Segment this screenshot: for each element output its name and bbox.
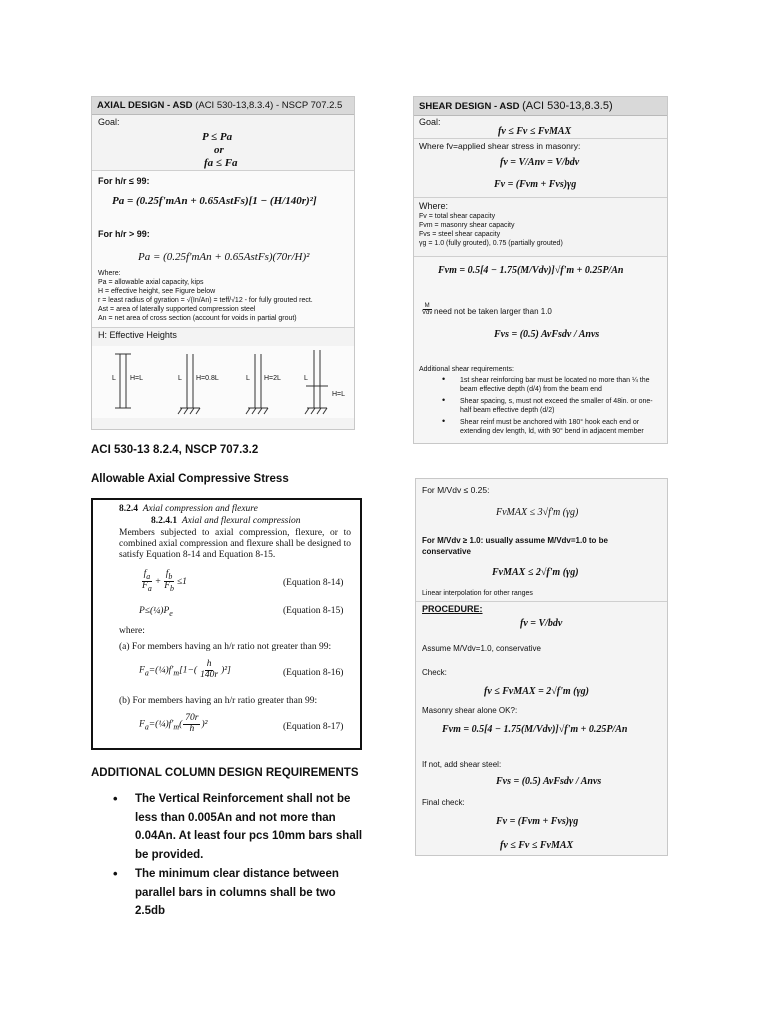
for-case-2: For M/Vdv ≥ 1.0: usually assume M/Vdv=1.0 to be conservative [422,536,609,556]
fvm-equation: Fvm = 0.5[4 − 1.75(M/Vdv)]√f'm + 0.25P/An [438,265,624,276]
axial-design-header [92,97,354,115]
aci-section-heading [119,504,258,514]
check-label: Check: [422,668,447,677]
eq17-label: (Equation 8-17) [283,722,344,732]
for-case-1: For M/Vdv ≤ 0.25: [422,485,490,495]
shear-title: SHEAR DESIGN - ASD [419,101,520,112]
axial-where-section [92,269,354,328]
shear-where-item: Fvm = masonry shear capacity [419,222,515,229]
shear-where-item: Fv = total shear capacity [419,213,496,220]
height-label-1: H=L [130,375,144,382]
fvs-equation: Fvs = (0.5) AvFsdv / Anvs [494,329,600,340]
final-eq-1: Fv = (Fvm + Fvs)γg [496,816,579,827]
l-label: L [304,375,308,382]
procedure-fvm-eq: Fvm = 0.5[4 − 1.75(M/Vdv)]√f'm + 0.25P/An [442,724,628,735]
goal-eq-or: or [214,144,224,156]
shear-capacity-section [414,257,667,443]
allowable-stress-heading: Allowable Axial Compressive Stress [91,473,289,485]
aci-subsec-title: Axial and flexural compression [181,516,301,526]
procedure-fv-eq: fv = V/bdv [520,618,563,629]
masonry-alone-label: Masonry shear alone OK?: [422,706,518,715]
case2-label: For h/r > 99: [98,229,150,239]
height-label-4: H=L [332,391,346,398]
shear-reference: (ACI 530-13,8.3.5) [522,100,613,112]
axial-reference: (ACI 530-13,8.3.4) - NSCP 707.2.5 [195,100,343,111]
list-item: • The Vertical Reinforcement shall not be less than 0.005An and not more than 0.04An. At least four pcs 10mm bars shall be provided. [113,790,368,864]
axial-title: AXIAL DESIGN - ASD [97,100,193,111]
aci-sec-number: 8.2.4 [119,504,138,514]
fvmax-eq-2: FvMAX ≤ 2√f'm (γg) [492,567,579,578]
procedure-section [416,602,667,856]
aci-subsec-number: 8.2.4.1 [151,516,178,526]
eq16-label: (Equation 8-16) [283,668,344,678]
effective-heights-section [92,328,354,420]
shear-where-item: γg = 1.0 (fully grouted), 0.75 (partially grouted) [419,240,563,247]
shear-design-header [414,97,667,116]
eq14-label: (Equation 8-14) [283,578,344,588]
goal-eq-1: P ≤ Pa [202,131,233,143]
shear-bullet: • Shear reinf must be anchored with 180° hook each end or extending dev length, ld, with 90° bend in adjacent member [460,418,660,436]
aci-subsection-heading [151,516,351,526]
goal-eq-2: fa ≤ Fa [204,157,238,169]
shear-fv-section [414,139,667,198]
l-label: L [112,375,116,382]
shear-procedure-panel [415,478,668,856]
list-item: • The minimum clear distance between parallel bars in columns shall be two 2.5db [113,865,368,921]
procedure-label: PROCEDURE: [422,604,483,614]
Fv-equation: Fv = (Fvm + Fvs)γg [494,179,577,190]
fv-equation: fv = V/Anv = V/bdv [500,157,580,168]
final-check-label: Final check: [422,798,465,807]
where-item: r = least radius of gyration = √(In/An) = teff/√12 - for fully grouted rect. [98,297,313,304]
aci-where-label: where: [119,626,145,636]
aci-case-a: (a) For members having an h/r ratio not greater than 99: [119,642,332,652]
aci-body-text: Members subjected to axial compression, flexure, or to combined axial compression and flexure shall be designed to satisfy Equation 8-14 and Equation 8-15. [119,528,351,560]
eq15-label: (Equation 8-15) [283,606,344,616]
aci-sec-title: Axial compression and flexure [142,504,258,514]
eq17-formula: $F_a=(\frac{1}{4})f'_m$( $\frac{70r}{h}$ )² [139,713,208,734]
shear-design-panel [413,96,668,444]
final-eq-2: fv ≤ Fv ≤ FvMAX [500,840,574,851]
goal-label: Goal: [98,117,120,127]
case2-equation: Pa = (0.25f'mAn + 0.65AstFs)(70r/H)² [138,251,310,263]
where-item: An = net area of cross section (account for voids in partial grout) [98,315,297,322]
shear-where-section [414,198,667,257]
aci-code-excerpt [91,498,362,750]
shear-goal-section [414,116,667,139]
shear-goal-label: Goal: [419,117,441,127]
axial-goal-section [92,115,354,171]
assume-note: Assume M/Vdv=1.0, conservative [422,644,541,653]
fvmax-eq-1: FvMAX ≤ 3√f'm (γg) [496,507,579,518]
l-label: L [178,375,182,382]
m-ratio-label: $\frac{M}{\text{Vdv}}$ [422,303,433,317]
axial-where-label: Where: [98,270,121,277]
shear-where-label: Where: [419,201,449,211]
height-label-2: H=0.8L [196,375,219,382]
column-requirements-title: ADDITIONAL COLUMN DESIGN REQUIREMENTS [91,767,359,779]
column-requirements-list [113,790,368,922]
if-not-label: If not, add shear steel: [422,760,502,769]
shear-bullet: • 1st shear reinforcing bar must be located no more than ¼ the beam effective depth (d/4) from the beam end [460,376,660,394]
l-label: L [246,375,250,382]
check-equation: fv ≤ FvMAX = 2√f'm (γg) [484,686,589,697]
where-item: H = effective height, see Figure below [98,288,216,295]
eq16-formula: $F_a=(\frac{1}{4})f'_m[1-$( $\frac{h}{140r}$ )²] [139,659,231,680]
shear-where-item: Fvs = steel shear capacity [419,231,501,238]
interpolation-note: Linear interpolation for other ranges [422,590,533,597]
axial-design-panel [91,96,355,430]
eq14-formula: $\frac{f_a}{F_a}$ + $\frac{f_b}{F_b}$ ≤1 [142,569,187,594]
effective-heights-label: H: Effective Heights [98,330,177,340]
eq15-formula: $P\le(\frac{1}{4})P_e$ [139,606,173,618]
additional-shear-label: Additional shear requirements: [419,366,514,373]
procedure-fvs-eq: Fvs = (0.5) AvFsdv / Anvs [496,776,602,787]
shear-max-section [416,479,667,602]
where-item: Ast = area of laterally supported compression steel [98,306,256,313]
case1-equation: Pa = (0.25f'mAn + 0.65AstFs)[1 − (H/140r)²] [112,195,317,207]
where-item: Pa = allowable axial capacity, kips [98,279,204,286]
height-label-3: H=2L [264,375,281,382]
shear-bullet: • Shear spacing, s, must not exceed the smaller of 48in. or one-half beam effective depth (d/2) [460,397,660,415]
case1-label: For h/r ≤ 99: [98,176,150,186]
aci-case-b: (b) For members having an h/r ratio greater than 99: [119,696,318,706]
m-ratio-note: need not be taken larger than 1.0 [434,307,552,316]
aci-reference-heading: ACI 530-13 8.2.4, NSCP 707.3.2 [91,444,259,456]
shear-goal-eq: fv ≤ Fv ≤ FvMAX [498,126,572,137]
where-fv-label: Where fv=applied shear stress in masonry: [419,141,581,151]
